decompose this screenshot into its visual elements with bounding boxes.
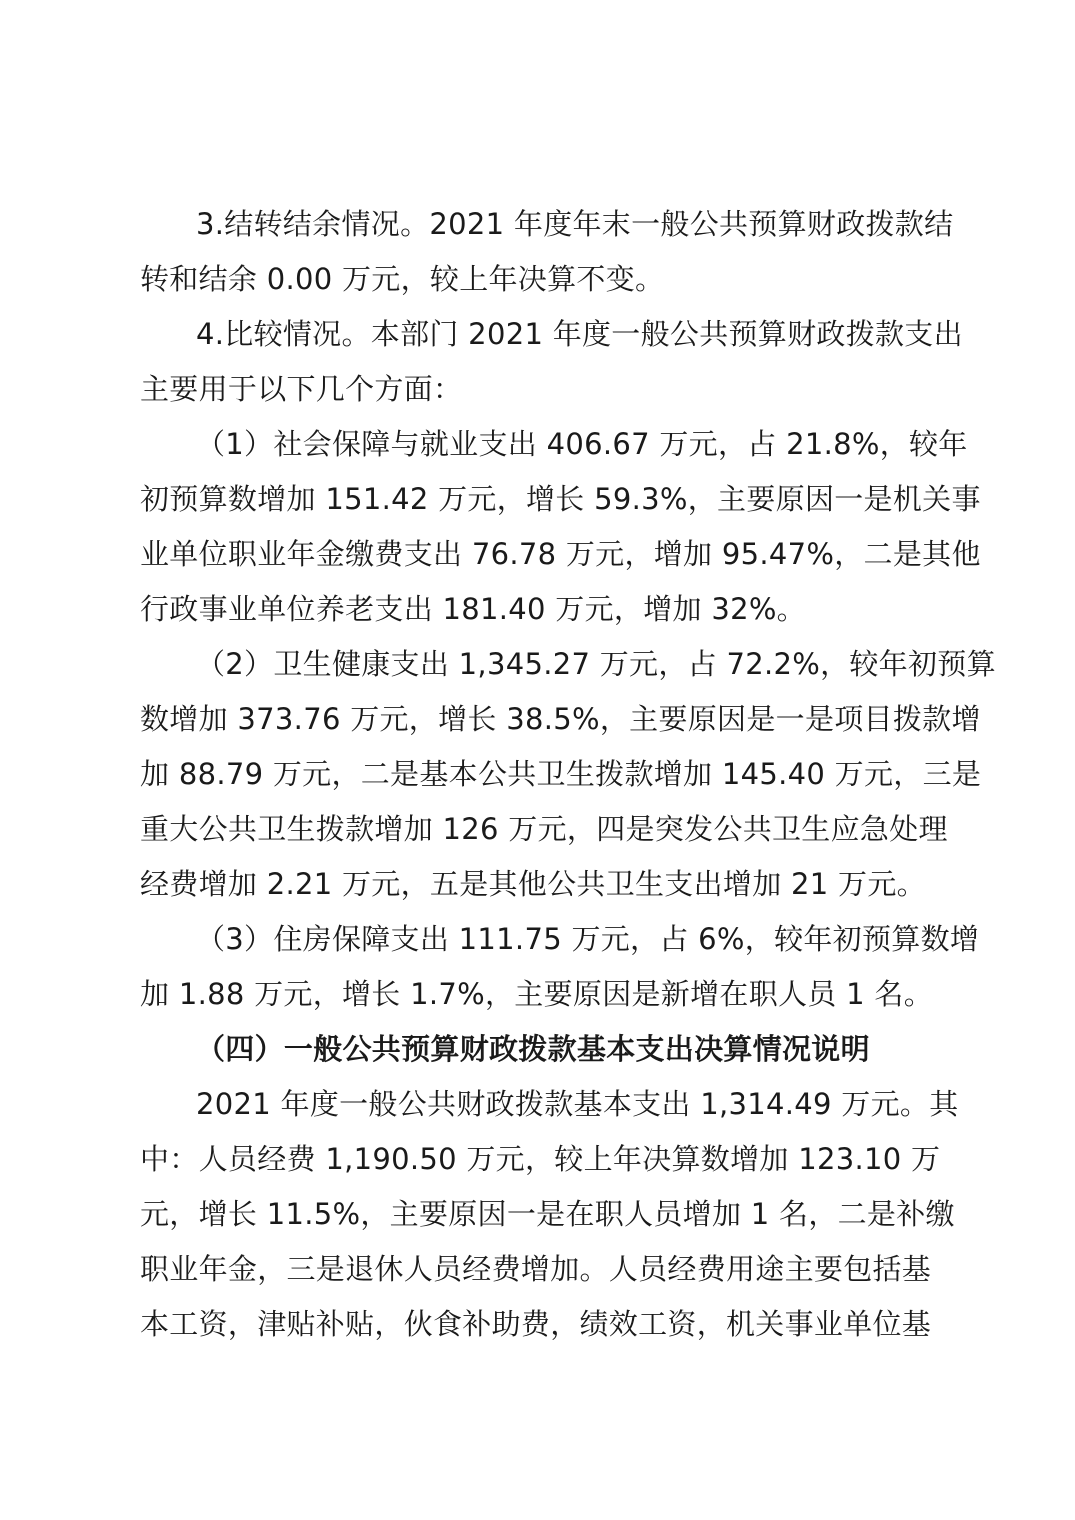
text-line-9: （2）卫生健康支出 1,345.27 万元，占 72.2%，较年初预算	[196, 647, 996, 681]
text-line-13: 经费增加 2.21 万元，五是其他公共卫生支出增加 21 万元。	[140, 867, 926, 901]
text-line-6: 初预算数增加 151.42 万元，增长 59.3%，主要原因一是机关事	[140, 482, 981, 516]
text-line-15: 加 1.88 万元，增长 1.7%，主要原因是新增在职人员 1 名。	[140, 977, 933, 1011]
text-line-10: 数增加 373.76 万元，增长 38.5%，主要原因是一是项目拨款增	[140, 702, 981, 736]
text-line-4: 主要用于以下几个方面：	[140, 372, 463, 406]
text-line-8: 行政事业单位养老支出 181.40 万元，增加 32%。	[140, 592, 806, 626]
text-line-3: 4.比较情况。本部门 2021 年度一般公共预算财政拨款支出	[196, 317, 963, 351]
section-heading: （四）一般公共预算财政拨款基本支出决算情况说明	[196, 1032, 870, 1066]
text-line-2: 转和结余 0.00 万元，较上年决算不变。	[140, 262, 665, 296]
text-line-20: 职业年金，三是退休人员经费增加。人员经费用途主要包括基	[140, 1252, 932, 1286]
text-line-14: （3）住房保障支出 111.75 万元，占 6%，较年初预算数增	[196, 922, 980, 956]
text-line-18: 中：人员经费 1,190.50 万元，较上年决算数增加 123.10 万	[140, 1142, 941, 1176]
text-line-11: 加 88.79 万元，二是基本公共卫生拨款增加 145.40 万元，三是	[140, 757, 982, 791]
text-line-19: 元，增长 11.5%，主要原因一是在职人员增加 1 名，二是补缴	[140, 1197, 955, 1231]
text-line-12: 重大公共卫生拨款增加 126 万元，四是突发公共卫生应急处理	[140, 812, 948, 846]
text-line-17: 2021 年度一般公共财政拨款基本支出 1,314.49 万元。其	[196, 1087, 959, 1121]
text-line-7: 业单位职业年金缴费支出 76.78 万元，增加 95.47%，二是其他	[140, 537, 981, 571]
text-line-5: （1）社会保障与就业支出 406.67 万元，占 21.8%，较年	[196, 427, 968, 461]
text-line-21: 本工资，津贴补贴，伙食补助费，绩效工资，机关事业单位基	[140, 1307, 932, 1341]
text-line-1: 3.结转结余情况。2021 年度年末一般公共预算财政拨款结	[196, 207, 954, 241]
